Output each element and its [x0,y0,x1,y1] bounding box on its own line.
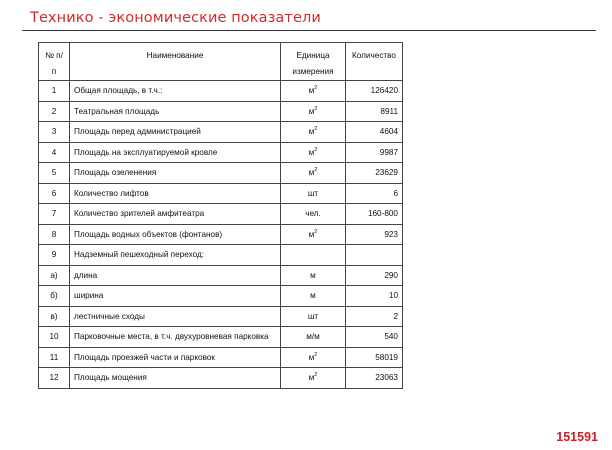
header-unit [281,43,346,81]
row-number: 5 [39,163,70,184]
table-row [39,368,403,389]
row-unit [281,122,346,143]
row-unit-text: м [308,352,315,362]
row-unit [281,306,346,327]
title-divider [22,30,596,31]
row-quantity: 160-800 [346,204,403,225]
row-unit-text: шт [307,311,319,321]
table-row [39,224,403,245]
row-quantity [346,245,403,266]
row-unit-exponent: 2 [314,146,318,153]
row-name: длина [70,265,281,286]
row-unit [281,245,346,266]
row-unit [281,183,346,204]
row-unit-text: шт [307,188,319,198]
row-number: 11 [39,347,70,368]
row-name: Площадь проезжей части и парковок [70,347,281,368]
row-quantity: 540 [346,327,403,348]
row-unit-exponent: 2 [314,126,318,133]
row-unit-text: чел. [305,209,321,219]
row-unit [281,142,346,163]
drawing-number: 151591 [556,430,598,444]
row-number: б) [39,286,70,307]
row-unit-exponent: 2 [314,372,318,379]
row-number: а) [39,265,70,286]
table-row [39,265,403,286]
row-quantity: 58019 [346,347,403,368]
row-unit [281,368,346,389]
row-unit-text: м [308,168,315,178]
row-quantity: 290 [346,265,403,286]
row-name: Площадь водных объектов (фонтанов) [70,224,281,245]
table-row [39,306,403,327]
row-unit [281,347,346,368]
row-unit-text: м [308,229,315,239]
table-row [39,122,403,143]
row-unit [281,265,346,286]
row-name: Количество лифтов [70,183,281,204]
row-name: Парковочные места, в т.ч. двухуровневая парковка [70,327,281,348]
row-name: Площадь перед администрацией [70,122,281,143]
row-number: 9 [39,245,70,266]
row-number: 8 [39,224,70,245]
row-number: 10 [39,327,70,348]
row-unit-text: м/м [306,332,320,342]
header-number: № п/п [39,43,70,81]
indicators-table [38,42,403,389]
row-number: 7 [39,204,70,225]
row-unit [281,204,346,225]
row-number: в) [39,306,70,327]
row-unit-text: м [310,270,316,280]
row-unit [281,327,346,348]
page-title: Технико - экономические показатели [30,10,321,26]
row-quantity: 23629 [346,163,403,184]
row-unit [281,286,346,307]
table-row [39,286,403,307]
row-name: Общая площадь, в т.ч.: [70,81,281,102]
row-number: 6 [39,183,70,204]
row-unit [281,163,346,184]
row-quantity: 8911 [346,101,403,122]
row-quantity: 9987 [346,142,403,163]
row-unit-text: м [308,127,315,137]
table-row [39,81,403,102]
row-unit-text: м [308,373,315,383]
row-quantity: 4604 [346,122,403,143]
row-unit-exponent: 2 [314,167,318,174]
row-number: 12 [39,368,70,389]
row-quantity: 923 [346,224,403,245]
row-quantity: 10 [346,286,403,307]
header-unit-line2: измерения [292,67,334,76]
row-number: 1 [39,81,70,102]
row-unit [281,224,346,245]
table-row [39,327,403,348]
header-quantity: Количество [346,43,403,81]
header-name: Наименование [70,43,281,81]
row-unit-text: м [308,106,315,116]
row-name: Площадь мощения [70,368,281,389]
row-number: 3 [39,122,70,143]
row-name: ширина [70,286,281,307]
row-quantity: 126420 [346,81,403,102]
row-quantity: 6 [346,183,403,204]
row-unit-text: м [308,86,315,96]
row-quantity: 23063 [346,368,403,389]
row-number: 4 [39,142,70,163]
table-row [39,183,403,204]
row-name: Площадь озеленения [70,163,281,184]
row-number: 2 [39,101,70,122]
row-unit-exponent: 2 [314,105,318,112]
table-row [39,204,403,225]
row-name: Театральная площадь [70,101,281,122]
row-name: Площадь на эксплуатируемой кровле [70,142,281,163]
row-unit-exponent: 2 [314,351,318,358]
row-unit-exponent: 2 [314,228,318,235]
row-unit-text: м [308,147,315,157]
row-unit [281,101,346,122]
row-unit [281,81,346,102]
table-row [39,101,403,122]
table-row [39,142,403,163]
table-row [39,347,403,368]
table-header-row [39,43,403,81]
row-name: Количество зрителей амфитеатра [70,204,281,225]
table-row [39,245,403,266]
row-quantity: 2 [346,306,403,327]
table-row [39,163,403,184]
row-name: лестничные сходы [70,306,281,327]
row-unit-exponent: 2 [314,85,318,92]
header-unit-line1: Единица [296,51,330,60]
row-unit-text: м [310,291,316,301]
row-name: Надземный пешеходный переход: [70,245,281,266]
